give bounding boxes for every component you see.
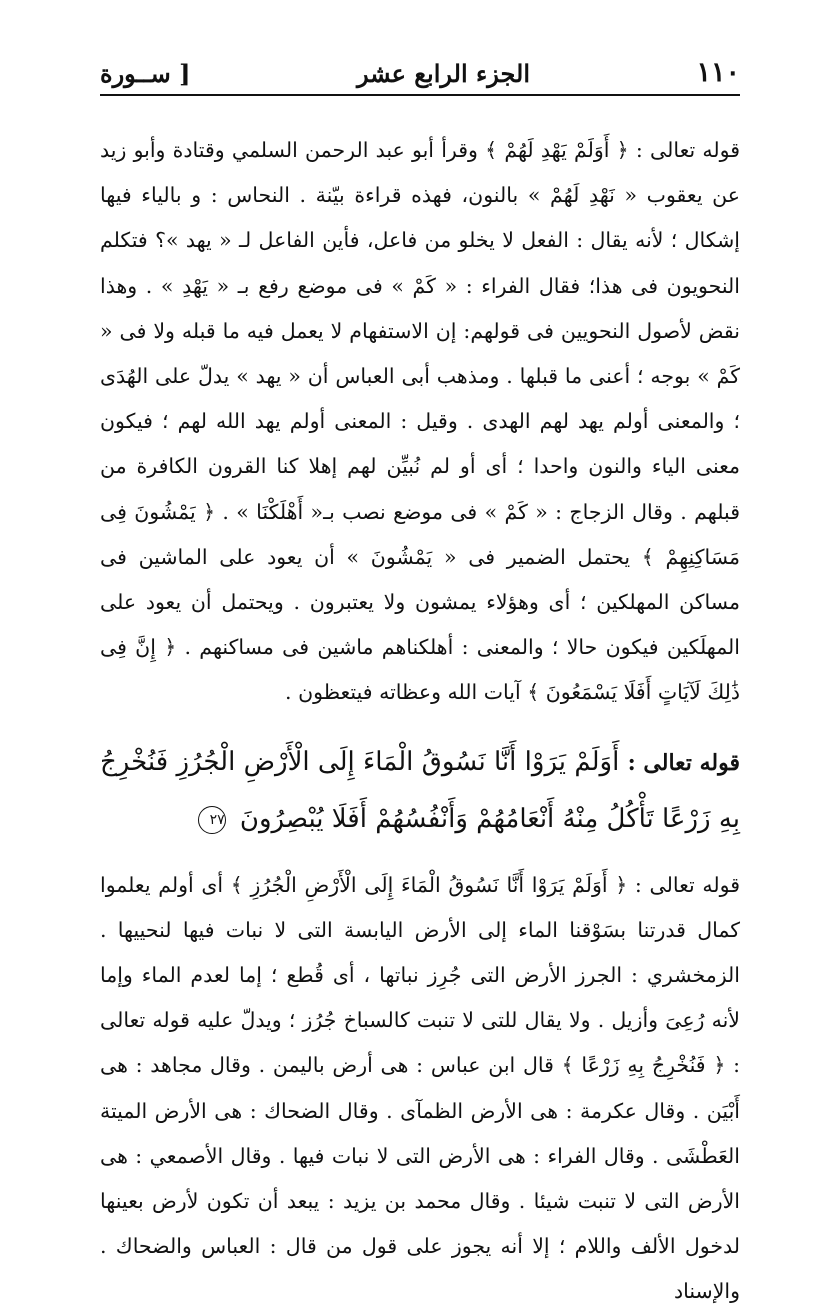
juz-title: الجزء الرابع عشر — [356, 59, 530, 88]
verse-text: أَوَلَمْ يَرَوْا أَنَّا نَسُوقُ الْمَاءَ إِلَى الْأَرْضِ الْجُرُزِ فَنُخْرِجُ بِهِ زَرْعًا تَأْكُلُ مِنْهُ أَنْعَامُهُمْ وَأَنْفُسُهُمْ أَفَلَا يُبْصِرُونَ — [100, 746, 740, 834]
page-body — [100, 128, 740, 1315]
page-header — [100, 52, 740, 96]
commentary-paragraph-1: قوله تعالى : ﴿ أَوَلَمْ يَهْدِ لَهُمْ ﴾ وقرأ أبو عبد الرحمن السلمي وقتادة وأبو زيد عن يعقوب « نَهْدِ لَهُمْ » بالنون، فهذه قراءة بيّنة . النحاس : و بالياء فيها إشكال ؛ لأنه يقال : الفعل لا يخلو من فاعل، فأين الفاعل لـ « يهد »؟ فتكلم النحويون فى هذا؛ فقال الفراء : « كَمْ » فى موضع رفع بـ « يَهْدِ » . وهذا نقض لأصول النحويين فى قولهم: إن الاستفهام لا يعمل فيه ما قبله ولا فى « كَمْ » بوجه ؛ أعنى ما قبلها . ومذهب أبى العباس أن « يهد » يدلّ على الهُدَى ؛ والمعنى أولم يهد لهم الهدى . وقيل : المعنى أولم يهد الله لهم ؛ فيكون معنى الياء والنون واحدا ؛ أى أو لم نُبيِّن لهم إهلا كنا القرون الكافرة من قبلهم . وقال الزجاج : « كَمْ » فى موضع نصب بـ« أَهْلَكْنَا » . ﴿ يَمْشُونَ فِى مَسَاكِنِهِمْ ﴾ يحتمل الضمير فى « يَمْشُونَ » أن يعود على الماشين فى مساكن المهلكين ؛ أى وهؤلاء يمشون ولا يعتبرون . ويحتمل أن يعود على المهلَكين فيكون حالا ؛ والمعنى : أهلكناهم ماشين فى مساكنهم . ﴿ إِنَّ فِى ذَٰلِكَ لَآيَاتٍ أَفَلَا يَسْمَعُونَ ﴾ آيات الله وعظاته فيتعظون . — [100, 138, 740, 705]
quran-verse — [100, 734, 740, 847]
commentary-paragraph-2: قوله تعالى : ﴿ أَوَلَمْ يَرَوْا أَنَّا نَسُوقُ الْمَاءَ إِلَى الْأَرْضِ الْجُرُزِ ﴾ أى أولم يعلموا كمال قدرتنا بسَوْقنا الماء إلى الأرض اليابسة التى لا نبات فيها لنحييها . الزمخشري : الجرز الأرض التى جُرِز نباتها ، أى قُطع ؛ إما لعدم الماء وإما لأنه رُعِىَ وأزيل . ولا يقال للتى لا تنبت كالسباخ جُرُز ؛ ويدلّ عليه قوله تعالى : ﴿ فَنُخْرِجُ بِهِ زَرْعًا ﴾ قال ابن عباس : هى أرض باليمن . وقال مجاهد : هى أَبْيَن . وقال عكرمة : هى الأرض الظمآى . وقال الضحاك : هى الأرض الميتة العَطْشَى . وقال الفراء : هى الأرض التى لا نبات فيها . وقال الأصمعي : هى الأرض التى لا تنبت شيئا . وقال محمد بن يزيد : يبعد أن تكون لأرض بعينها لدخول الألف واللام ؛ إلا أنه يجوز على قول من قال : العباس والضحاك . والإسناد — [100, 872, 740, 1304]
page-number: ١١٠ — [696, 57, 740, 88]
verse-lead: قوله تعالى : — [627, 749, 740, 776]
verse-number-marker: ٢٧ — [198, 806, 226, 834]
surah-label: [ ســورة — [100, 59, 191, 88]
